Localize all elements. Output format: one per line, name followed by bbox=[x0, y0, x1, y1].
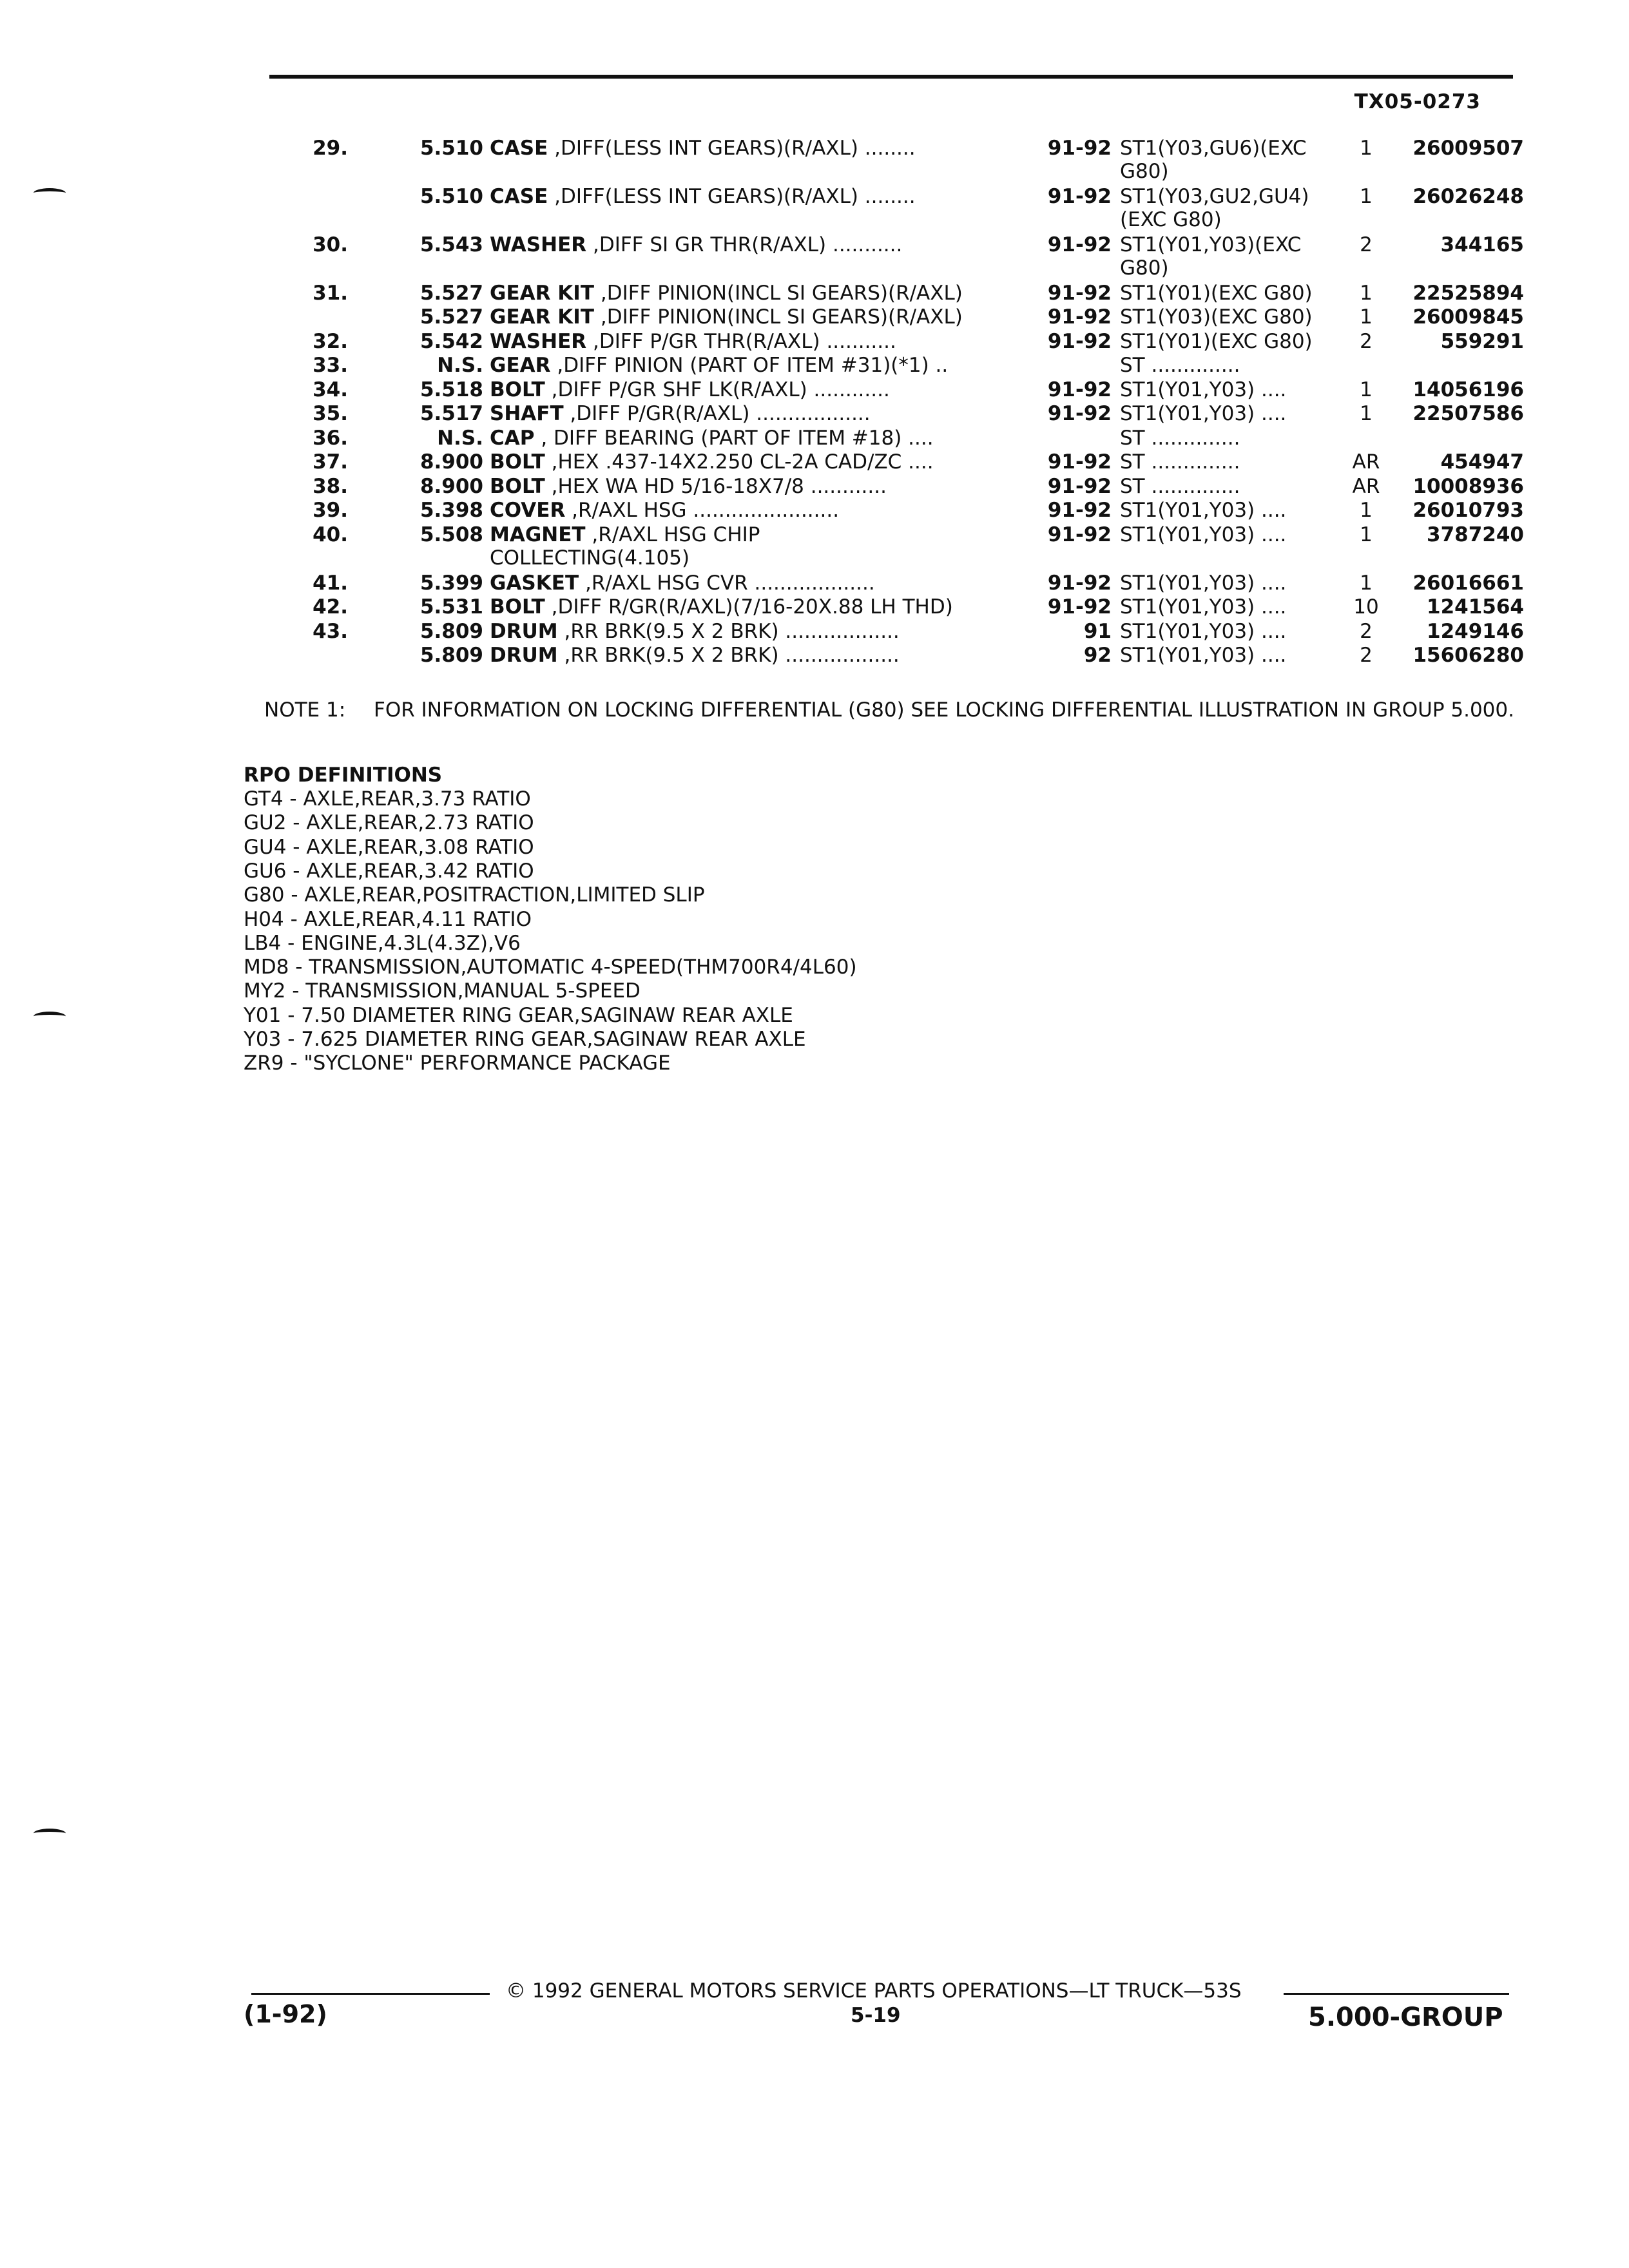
part-name: DRUM bbox=[490, 620, 558, 643]
item-number: 30. bbox=[313, 233, 348, 256]
binder-mark bbox=[34, 1012, 66, 1021]
application: ST1(Y01,Y03) .... bbox=[1120, 499, 1287, 522]
part-description bbox=[490, 378, 1025, 401]
part-number: 22507586 bbox=[1412, 402, 1524, 425]
part-number: 26016661 bbox=[1412, 572, 1524, 595]
part-name: WASHER bbox=[490, 233, 587, 256]
group-code: 8.900 bbox=[419, 450, 483, 474]
application: ST1(Y03)(EXC G80) bbox=[1120, 305, 1313, 329]
item-number: 34. bbox=[313, 378, 348, 401]
part-detail: ,RR BRK(9.5 X 2 BRK) .................. bbox=[557, 620, 900, 643]
rpo-definition: Y01 - 7.50 DIAMETER RING GEAR,SAGINAW REAR AXLE bbox=[244, 1003, 793, 1027]
item-number: 37. bbox=[313, 450, 348, 474]
part-detail: ,DIFF PINION(INCL SI GEARS)(R/AXL) bbox=[593, 282, 963, 305]
application-continuation: (EXC G80) bbox=[1120, 208, 1222, 231]
part-description bbox=[490, 475, 1025, 498]
table-row bbox=[0, 378, 1629, 404]
quantity: 2 bbox=[1360, 330, 1373, 353]
table-row bbox=[0, 305, 1629, 331]
part-name: MAGNET bbox=[490, 523, 586, 546]
part-name: WASHER bbox=[490, 330, 587, 353]
rpo-definition: GU2 - AXLE,REAR,2.73 RATIO bbox=[244, 811, 534, 835]
application: ST1(Y03,GU6)(EXC bbox=[1120, 137, 1307, 160]
part-description bbox=[490, 185, 1025, 208]
group-code: 5.542 bbox=[419, 330, 483, 353]
part-description bbox=[490, 305, 1025, 329]
part-detail: ,DIFF P/GR(R/AXL) .................. bbox=[563, 402, 871, 425]
part-detail: ,RR BRK(9.5 X 2 BRK) .................. bbox=[557, 644, 900, 667]
part-description bbox=[490, 282, 1025, 305]
group-code: 5.518 bbox=[419, 378, 483, 401]
application: ST1(Y01,Y03)(EXC bbox=[1120, 233, 1302, 256]
item-number: 31. bbox=[313, 282, 348, 305]
item-number: 41. bbox=[313, 572, 348, 595]
part-description bbox=[490, 402, 1025, 425]
quantity: 2 bbox=[1360, 233, 1373, 256]
part-detail: ,R/AXL HSG ....................... bbox=[565, 499, 840, 522]
rpo-definition: G80 - AXLE,REAR,POSITRACTION,LIMITED SLIP bbox=[244, 883, 705, 907]
part-name: GEAR bbox=[490, 354, 551, 377]
model-years: 91-92 bbox=[1047, 475, 1112, 498]
part-description bbox=[490, 595, 1025, 619]
part-number: 1249146 bbox=[1427, 620, 1524, 643]
part-description bbox=[490, 499, 1025, 522]
part-number: 454947 bbox=[1440, 450, 1524, 474]
group-code: 5.527 bbox=[419, 282, 483, 305]
group-code: 5.510 bbox=[419, 137, 483, 160]
model-years: 91-92 bbox=[1047, 402, 1112, 425]
group-code: 8.900 bbox=[419, 475, 483, 498]
group-code: 5.809 bbox=[419, 644, 483, 667]
rpo-definition: GU4 - AXLE,REAR,3.08 RATIO bbox=[244, 835, 534, 859]
quantity: 1 bbox=[1360, 402, 1373, 425]
part-number: 344165 bbox=[1440, 233, 1524, 256]
part-name: BOLT bbox=[490, 378, 545, 401]
part-name: BOLT bbox=[490, 450, 545, 474]
rpo-definition: ZR9 - "SYCLONE" PERFORMANCE PACKAGE bbox=[244, 1052, 671, 1075]
part-detail: ,DIFF PINION (PART OF ITEM #31)(*1) .. bbox=[550, 354, 949, 377]
part-name: GEAR KIT bbox=[490, 282, 594, 305]
item-number: 33. bbox=[313, 354, 348, 377]
group-code: 5.527 bbox=[419, 305, 483, 329]
quantity: 1 bbox=[1360, 523, 1373, 546]
table-row bbox=[0, 354, 1629, 380]
part-number: 26009507 bbox=[1412, 137, 1524, 160]
part-number: 15606280 bbox=[1412, 644, 1524, 667]
part-detail: ,DIFF P/GR SHF LK(R/AXL) ............ bbox=[545, 378, 890, 401]
application: ST1(Y01,Y03) .... bbox=[1120, 378, 1287, 401]
quantity: 1 bbox=[1360, 499, 1373, 522]
application: ST .............. bbox=[1120, 475, 1240, 498]
footer-copyright: © 1992 GENERAL MOTORS SERVICE PARTS OPERATIONS—LT TRUCK—53S bbox=[506, 1979, 1242, 2003]
quantity: 2 bbox=[1360, 644, 1373, 667]
quantity: 1 bbox=[1360, 305, 1373, 329]
rpo-definition: LB4 - ENGINE,4.3L(4.3Z),V6 bbox=[244, 931, 521, 955]
footer-group: 5.000-GROUP bbox=[1308, 2003, 1503, 2032]
table-row bbox=[0, 402, 1629, 428]
table-row bbox=[0, 620, 1629, 646]
part-detail: ,DIFF SI GR THR(R/AXL) ........... bbox=[586, 233, 903, 256]
quantity: 1 bbox=[1360, 378, 1373, 401]
part-detail: ,DIFF R/GR(R/AXL)(7/16-20X.88 LH THD) bbox=[545, 595, 953, 619]
model-years: 91-92 bbox=[1047, 282, 1112, 305]
quantity: 10 bbox=[1353, 595, 1379, 619]
application: ST .............. bbox=[1120, 450, 1240, 474]
part-number: 3787240 bbox=[1427, 523, 1524, 546]
table-row bbox=[0, 233, 1629, 259]
model-years: 91-92 bbox=[1047, 185, 1112, 208]
application: ST1(Y01,Y03) .... bbox=[1120, 595, 1287, 619]
part-number: 26026248 bbox=[1412, 185, 1524, 208]
part-detail: ,R/AXL HSG CHIP bbox=[585, 523, 760, 546]
rpo-definition: MY2 - TRANSMISSION,MANUAL 5-SPEED bbox=[244, 979, 641, 1003]
part-number: 14056196 bbox=[1412, 378, 1524, 401]
description-continuation: COLLECTING(4.105) bbox=[490, 546, 690, 570]
model-years: 91-92 bbox=[1047, 330, 1112, 353]
quantity: 1 bbox=[1360, 282, 1373, 305]
part-number: 10008936 bbox=[1412, 475, 1524, 498]
part-description bbox=[490, 620, 1025, 643]
group-code: 5.531 bbox=[419, 595, 483, 619]
item-number: 35. bbox=[313, 402, 348, 425]
part-detail: ,DIFF PINION(INCL SI GEARS)(R/AXL) bbox=[593, 305, 963, 329]
part-detail: , DIFF BEARING (PART OF ITEM #18) .... bbox=[534, 427, 934, 450]
model-years: 92 bbox=[1083, 644, 1112, 667]
model-years: 91-92 bbox=[1047, 523, 1112, 546]
table-row bbox=[0, 644, 1629, 669]
table-row bbox=[0, 499, 1629, 524]
application: ST .............. bbox=[1120, 354, 1240, 377]
note-label: NOTE 1: bbox=[264, 698, 346, 722]
application: ST1(Y01,Y03) .... bbox=[1120, 523, 1287, 546]
part-number: 26009845 bbox=[1412, 305, 1524, 329]
part-name: SHAFT bbox=[490, 402, 564, 425]
table-row bbox=[0, 185, 1629, 211]
model-years: 91-92 bbox=[1047, 595, 1112, 619]
model-years: 91-92 bbox=[1047, 572, 1112, 595]
application-continuation: G80) bbox=[1120, 256, 1169, 280]
item-number: 43. bbox=[313, 620, 348, 643]
model-years: 91-92 bbox=[1047, 305, 1112, 329]
group-code: 5.399 bbox=[419, 572, 483, 595]
item-number: 40. bbox=[313, 523, 348, 546]
part-name: GEAR KIT bbox=[490, 305, 594, 329]
quantity: AR bbox=[1352, 475, 1380, 498]
application: ST1(Y01,Y03) .... bbox=[1120, 572, 1287, 595]
part-description bbox=[490, 523, 1025, 546]
part-description bbox=[490, 427, 1025, 450]
application: ST1(Y01)(EXC G80) bbox=[1120, 330, 1313, 353]
table-row bbox=[0, 475, 1629, 501]
part-name: CASE bbox=[490, 137, 548, 160]
model-years: 91 bbox=[1083, 620, 1112, 643]
model-years: 91-92 bbox=[1047, 499, 1112, 522]
group-code: 5.510 bbox=[419, 185, 483, 208]
model-years: 91-92 bbox=[1047, 378, 1112, 401]
group-code: 5.517 bbox=[419, 402, 483, 425]
group-code: 5.809 bbox=[419, 620, 483, 643]
part-number: 26010793 bbox=[1412, 499, 1524, 522]
rpo-title: RPO DEFINITIONS bbox=[244, 764, 443, 787]
rpo-definition: GT4 - AXLE,REAR,3.73 RATIO bbox=[244, 787, 531, 811]
application: ST1(Y01,Y03) .... bbox=[1120, 402, 1287, 425]
footer-date-code: (1-92) bbox=[244, 2000, 327, 2028]
application: ST1(Y03,GU2,GU4) bbox=[1120, 185, 1309, 208]
top-rule bbox=[269, 75, 1513, 79]
quantity: 2 bbox=[1360, 620, 1373, 643]
rpo-definition: GU6 - AXLE,REAR,3.42 RATIO bbox=[244, 859, 534, 883]
table-row bbox=[0, 523, 1629, 549]
group-code: N.S. bbox=[437, 427, 483, 450]
table-row bbox=[0, 137, 1629, 162]
part-name: CASE bbox=[490, 185, 548, 208]
table-row bbox=[0, 595, 1629, 621]
footer-rule-right bbox=[1284, 1993, 1509, 1995]
footer-page-number: 5-19 bbox=[851, 2004, 901, 2027]
part-description bbox=[490, 644, 1025, 667]
rpo-definition: Y03 - 7.625 DIAMETER RING GEAR,SAGINAW REAR AXLE bbox=[244, 1028, 806, 1051]
part-name: BOLT bbox=[490, 475, 545, 498]
group-code: 5.508 bbox=[419, 523, 483, 546]
quantity: 1 bbox=[1360, 137, 1373, 160]
part-description bbox=[490, 330, 1025, 353]
item-number: 32. bbox=[313, 330, 348, 353]
model-years: 91-92 bbox=[1047, 233, 1112, 256]
part-detail: ,DIFF P/GR THR(R/AXL) ........... bbox=[586, 330, 896, 353]
table-row bbox=[0, 282, 1629, 307]
application: ST1(Y01)(EXC G80) bbox=[1120, 282, 1313, 305]
model-years: 91-92 bbox=[1047, 137, 1112, 160]
part-description bbox=[490, 137, 1025, 160]
quantity: 1 bbox=[1360, 185, 1373, 208]
quantity: 1 bbox=[1360, 572, 1373, 595]
part-number: 559291 bbox=[1440, 330, 1524, 353]
binder-mark bbox=[34, 188, 66, 198]
part-detail: ,HEX .437-14X2.250 CL-2A CAD/ZC .... bbox=[545, 450, 934, 474]
application: ST .............. bbox=[1120, 427, 1240, 450]
item-number: 36. bbox=[313, 427, 348, 450]
table-row bbox=[0, 330, 1629, 356]
binder-mark bbox=[34, 1829, 66, 1838]
application: ST1(Y01,Y03) .... bbox=[1120, 620, 1287, 643]
part-number: 22525894 bbox=[1412, 282, 1524, 305]
part-description bbox=[490, 572, 1025, 595]
rpo-definition: MD8 - TRANSMISSION,AUTOMATIC 4-SPEED(THM700R4/4L60) bbox=[244, 956, 857, 979]
application-continuation: G80) bbox=[1120, 160, 1169, 183]
part-detail: ,DIFF(LESS INT GEARS)(R/AXL) ........ bbox=[548, 185, 916, 208]
model-years: 91-92 bbox=[1047, 450, 1112, 474]
part-number: 1241564 bbox=[1427, 595, 1524, 619]
part-name: BOLT bbox=[490, 595, 545, 619]
footer-rule-left bbox=[251, 1993, 490, 1995]
group-code: 5.398 bbox=[419, 499, 483, 522]
group-code: N.S. bbox=[437, 354, 483, 377]
reference-code: TX05-0273 bbox=[1354, 90, 1481, 113]
quantity: AR bbox=[1352, 450, 1380, 474]
table-row bbox=[0, 427, 1629, 452]
application: ST1(Y01,Y03) .... bbox=[1120, 644, 1287, 667]
rpo-definition: H04 - AXLE,REAR,4.11 RATIO bbox=[244, 907, 532, 931]
part-name: DRUM bbox=[490, 644, 558, 667]
part-name: CAP bbox=[490, 427, 535, 450]
part-description bbox=[490, 354, 1025, 377]
table-row bbox=[0, 450, 1629, 476]
part-description bbox=[490, 233, 1025, 256]
item-number: 42. bbox=[313, 595, 348, 619]
group-code: 5.543 bbox=[419, 233, 483, 256]
part-name: COVER bbox=[490, 499, 566, 522]
part-detail: ,HEX WA HD 5/16-18X7/8 ............ bbox=[545, 475, 887, 498]
item-number: 29. bbox=[313, 137, 348, 160]
note-text: FOR INFORMATION ON LOCKING DIFFERENTIAL (G80) SEE LOCKING DIFFERENTIAL ILLUSTRATION IN GROUP 5.000. bbox=[374, 698, 1514, 722]
part-name: GASKET bbox=[490, 572, 579, 595]
part-detail: ,R/AXL HSG CVR ................... bbox=[579, 572, 875, 595]
table-row bbox=[0, 572, 1629, 597]
part-detail: ,DIFF(LESS INT GEARS)(R/AXL) ........ bbox=[548, 137, 916, 160]
item-number: 38. bbox=[313, 475, 348, 498]
part-description bbox=[490, 450, 1025, 474]
item-number: 39. bbox=[313, 499, 348, 522]
